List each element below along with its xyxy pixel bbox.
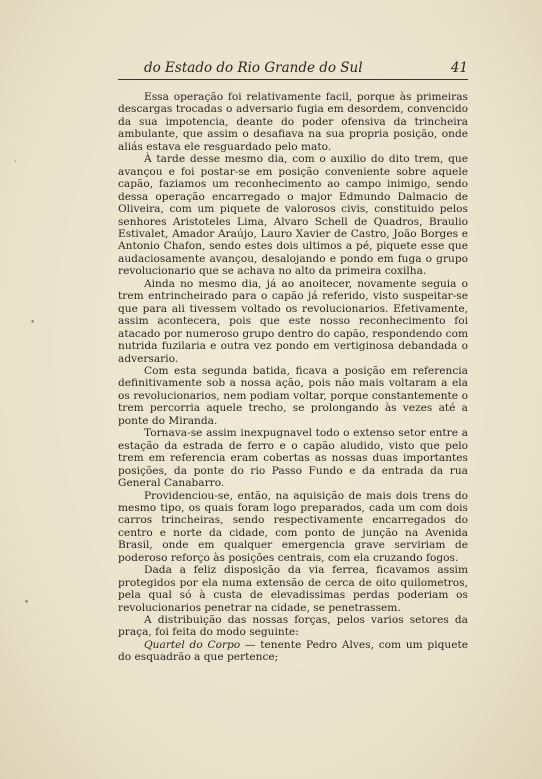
paragraph-quartel	[118, 639, 468, 664]
paragraph: A distribuição das nossas forças, pelos varios setores da praça, foi feita do modo seguinte:	[118, 614, 468, 639]
paragraph: Providenciou-se, então, na aquisição de mais dois trens do mesmo tipo, os quais foram logo preparados, cada um com dois carros trincheiras, sendo respectivamente encarregados do centro e norte da cidade, com ponto de junção na Avenida Brasil, onde em qualquer emergencia grave serviriam de poderoso reforço às posições centrais, com ela cruzando fogos.	[118, 489, 468, 564]
header-rule	[118, 79, 468, 80]
quartel-lead: Quartel do Corpo	[144, 638, 241, 651]
running-header	[118, 60, 468, 76]
paragraph: Tornava-se assim inexpugnavel todo o extenso setor entre a estação da estrada de ferro e o capão aludido, visto que pelo trem em referencia eram cobertas as nossas duas importantes posições, da ponte do rio Passo Fundo e da entrada da rua General Canabarro.	[118, 427, 468, 490]
body-text	[118, 91, 468, 664]
paragraph: Dada a feliz disposição da via ferrea, ficavamos assim protegidos por ela numa extensão de cerca de oito quilometros, pela qual só à custa de elevadissimas perdas poderiam os revolucionarios penetrar na cidade, se penetrassem.	[118, 564, 468, 614]
margin-speck: ·	[14, 157, 17, 167]
paragraph: Essa operação foi relativamente facil, porque às primeiras descargas trocadas o adversario fugia em desordem, convencido da sua impotencia, deante do poder ofensiva da trincheira ambulante, que assim o desafiava na sua propria posição, onde aliás estava ele resguardado pelo mato.	[118, 91, 468, 153]
margin-speck: •	[30, 318, 36, 328]
margin-speck: •	[24, 598, 30, 608]
paragraph: À tarde desse mesmo dia, com o auxilio do dito trem, que avançou e foi postar-se em posição conveniente sobre aquele capão, faziamos um reconhecimento ao campo inimigo, sendo dessa operação encarregado o major Edmundo Dalmacio de Oliveira, com um piquete de valorosos civis, constituido pelos senhores Aristoteles Lima, Alvaro Schell de Quadros, Braulio Estivalet, Amador Araújo, Lauro Xavier de Castro, João Borges e Antonio Chafon, sendo estes dois ultimos a pé, piquete esse que audaciosamente avançou, desalojando e pondo em fuga o grupo revolucionario que se achava no alto da primeira coxilha.	[118, 153, 468, 278]
paragraph: Com esta segunda batida, ficava a posição em referencia definitivamente sob a nossa ação, pois não mais voltaram a ela os revolucionarios, nem podiam voltar, porque constantemente o trem percorria aquele trecho, se prolongando às vezes até a ponte do Miranda.	[118, 364, 468, 427]
paragraph: Ainda no mesmo dia, já ao anoitecer, novamente seguia o trem entrincheirado para o capão já referido, visto suspeitar-se que para ali tivessem voltado os revolucionarios. Efetivamente, assim acontecera, pois que este nosso reconhecimento foi atacado por numeroso grupo dentro do capão, respondendo com nutrida fuzilaria e outra vez pondo em vertiginosa debandada o adversario.	[118, 277, 468, 365]
quartel-rest: — tenente Pedro Alves, com um piquete do esquadrão a que pertence;	[118, 638, 469, 664]
running-title: do Estado do Rio Grande do Sul	[144, 60, 363, 76]
page-number: 41	[450, 60, 468, 76]
